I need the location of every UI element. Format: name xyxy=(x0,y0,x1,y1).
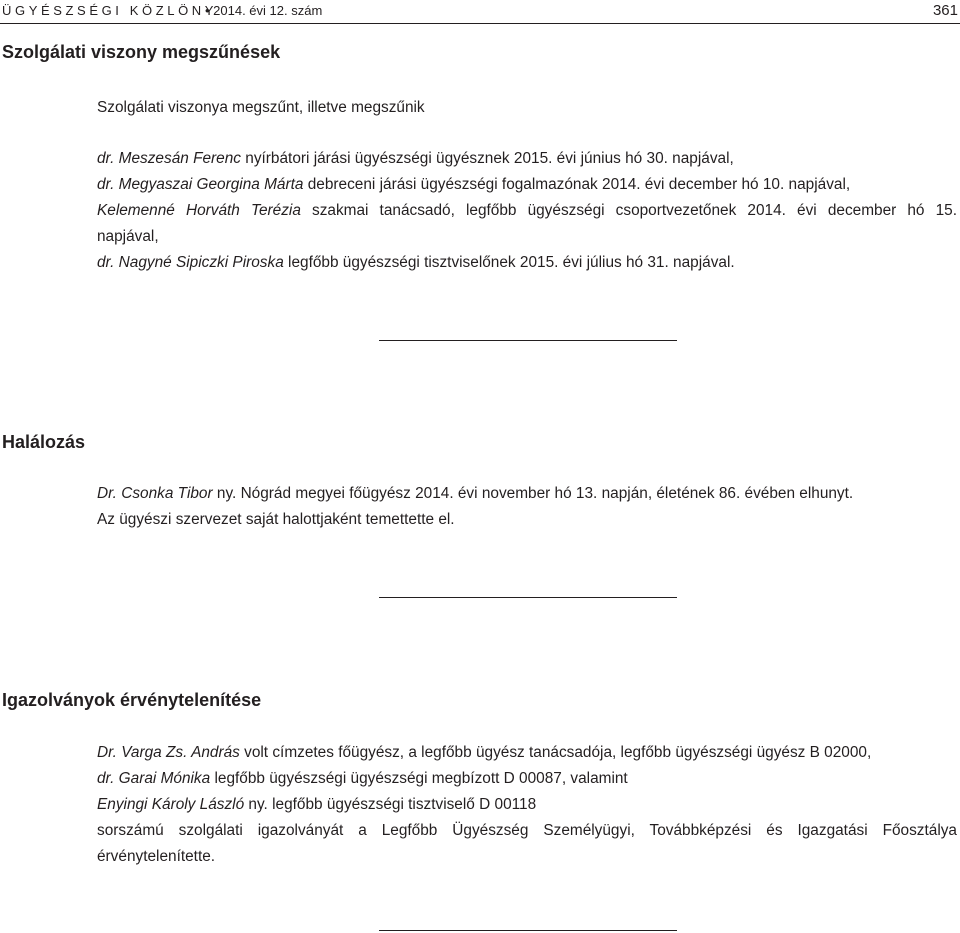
person-name: dr. Garai Mónika xyxy=(97,770,211,787)
closing-text: sorszámú szolgálati igazolványát a Legfőbb Ügyészség Személyügyi, Továbbképzési és Igazgatási Főosztálya xyxy=(97,822,957,839)
entry-text: legfőbb ügyészségi ügyészségi megbízott D 00087, valamint xyxy=(210,770,628,787)
id-card-entry xyxy=(97,766,628,792)
page-number: 361 xyxy=(932,2,958,19)
termination-entry xyxy=(97,146,734,172)
id-card-entry xyxy=(97,740,871,766)
issue-number: • 2014. évi 12. szám xyxy=(205,3,323,18)
death-notice-line: Az ügyészi szervezet saját halottjaként temettette el. xyxy=(97,511,455,528)
person-name: Enyingi Károly László xyxy=(97,796,245,813)
section-title-invalidation: Igazolványok érvénytelenítése xyxy=(2,690,262,710)
person-name: dr. Meszesán Ferenc xyxy=(97,150,241,167)
person-name: Dr. Varga Zs. András xyxy=(97,744,240,761)
person-name: dr. Megyaszai Georgina Márta xyxy=(97,176,304,193)
person-name: dr. Nagyné Sipiczki Piroska xyxy=(97,254,284,271)
entry-text: ny. legfőbb ügyészségi tisztviselő D 00118 xyxy=(244,796,537,813)
terminations-intro: Szolgálati viszonya megszűnt, illetve megszűnik xyxy=(97,99,425,116)
closing-text-end: érvénytelenítette. xyxy=(97,848,216,865)
page-header xyxy=(0,0,960,24)
termination-entry xyxy=(97,172,850,198)
notice-text: ny. Nógrád megyei főügyész 2014. évi november hó 13. napján, életének 86. évében elhunyt. xyxy=(212,485,854,502)
person-name: Kelemenné Horváth Terézia xyxy=(97,202,301,219)
section-divider xyxy=(379,930,677,931)
entry-text: volt címzetes főügyész, a legfőbb ügyész tanácsadója, legfőbb ügyészségi ügyész B 02000, xyxy=(239,744,872,761)
person-name: Dr. Csonka Tibor xyxy=(97,485,213,502)
section-title-deaths: Halálozás xyxy=(2,432,86,452)
section-title-terminations: Szolgálati viszony megszűnések xyxy=(2,42,281,62)
entry-text: nyírbátori járási ügyészségi ügyésznek 2015. évi június hó 30. napjával, xyxy=(241,150,734,167)
section-divider xyxy=(379,340,677,341)
entry-text: szakmai tanácsadó, legfőbb ügyészségi csoportvezetőnek 2014. évi december hó 15. xyxy=(300,202,957,219)
termination-entry-continued: napjával, xyxy=(97,228,159,245)
death-notice xyxy=(97,481,853,507)
entry-text: debreceni járási ügyészségi fogalmazónak 2014. évi december hó 10. napjával, xyxy=(303,176,851,193)
journal-title: ÜGYÉSZSÉGI KÖZLÖNY xyxy=(2,3,218,18)
termination-entry xyxy=(97,250,735,276)
id-card-entry xyxy=(97,792,536,818)
entry-text: legfőbb ügyészségi tisztviselőnek 2015. évi július hó 31. napjával. xyxy=(283,254,735,271)
section-divider xyxy=(379,597,677,598)
termination-entry xyxy=(97,198,957,224)
